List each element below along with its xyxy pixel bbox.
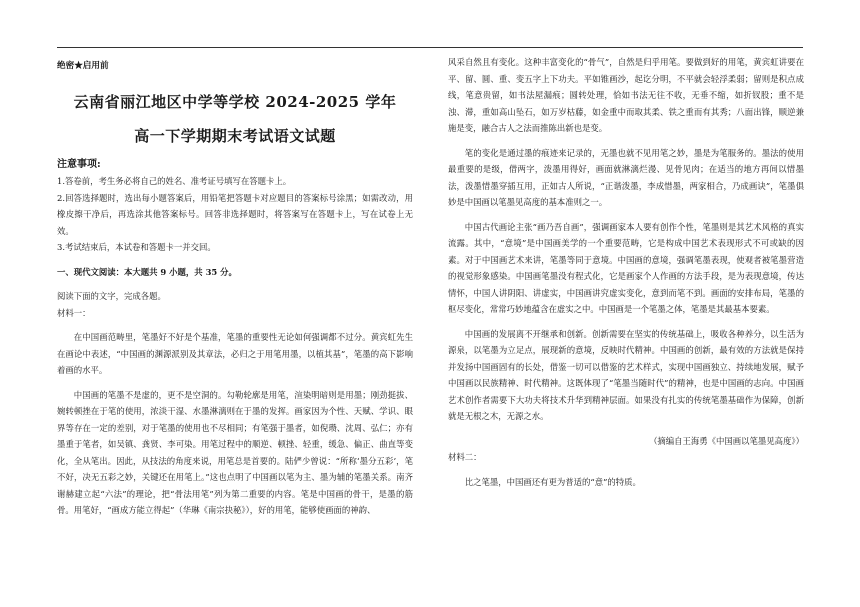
paragraph: 风采自然且有变化。这种丰富变化的“骨气”，自然是归乎用笔。要做到好的用笔，黄宾虹讲要在平、留、圆、重、变五字上下功夫。平如锥画沙，起讫分明，不平就会轻浮柔弱；留则是积点成线，笔意贵留，如书法屋漏痕；圆转处理，恰如书法无往不收，无垂不缩，如折钗股；重不是浊、滞，重如高山坠石，如万岁枯藤，如金重中而取其柔、铁之重而有其秀；八面出锋，顺逆兼施是变，融合古人之法而推陈出新也是变。 (448, 57, 804, 133)
paragraph: 笔的变化是通过墨的痕迹来记录的，无墨也就不见用笔之妙，墨是为笔服务的。墨法的使用最重要的是级，借两字，泼墨用得好，画面就淋漓烂漫、见骨见肉；在适当的地方再间以惜墨法，泼墨惜墨穿插互用，正如古人所说，“正谐泼墨，李成惜墨，两家相合，乃成画诀”，笔墨俱妙是中国画以笔墨见高度的基本准则之一。 (448, 147, 804, 207)
section-heading: 一、现代文阅读：本大题共 9 小题，共 35 分。 (57, 266, 237, 277)
material1-label: 材料一： (57, 307, 91, 318)
secret-label: 绝密★启用前 (57, 61, 109, 71)
top-rule (57, 47, 803, 48)
notice-heading: 注意事项: (57, 158, 101, 170)
paragraph: 比之笔墨，中国画还有更为普适的“意”的特质。 (464, 476, 641, 487)
exam-title-line1: 云南省丽江地区中学等学校 2024-2025 学年 (73, 92, 397, 111)
paragraph: 中国古代画论主张“画乃吾自画”，强调画家本人要有创作个性，笔墨则是其艺术风格的真实流露。其中，“意境”是中国画美学的一个重要范畴，它是构成中国艺术表现形式不可或缺的因素。对于中国画艺术来讲，笔墨等同于意境。中国画的意境，强调笔墨表现，使观者被笔墨营造的视觉形象感染。中国画笔墨没有程式化，它是画家个人作画的方法手段，是为表现意境，传达情怀，中国人讲阴阳、讲虚实，中国画讲究虚实变化，意到而笔不到。画面的安排布局，笔墨的枢尽变化，常常巧妙地蕴含在虚实之中。中国画是一个笔墨之体，笔墨是其最基本要素。 (448, 221, 804, 314)
paragraph: 在中国画范畴里，笔墨好不好是个基准，笔墨的重要性无论如何强调都不过分。黄宾虹先生在画论中表述，“中国画的渊源派别及其章法，必归之于用笔用墨，以植其基”，笔墨的高下影响着画的水平。 (57, 332, 413, 375)
left-column (57, 54, 413, 519)
source-citation: （摘编自王海勇《中国画以笔墨见高度》） (649, 435, 804, 446)
notice-item: 1.答卷前，考生务必将自己的姓名、准考证号填写在答题卡上。 (57, 176, 292, 186)
material2-label: 材料二： (448, 452, 482, 462)
paragraph: 中国画的发展离不开继承和创新。创新需要在坚实的传统基础上，吸收各种养分，以生活为源泉，以笔墨为立足点，展现新的意境，反映时代精神。中国画的创新，最有效的方法就是保持并发扬中国画固有的长处，借鉴一切可以借鉴的艺术样式，实现中国画独立、持续地发展，赋予中国画以民族精神、时代精神。这既体现了“笔墨当随时代”的精神，也是中国画的志向。中国画艺术创作者需要下大功夫将技术升华到精神层面。如果没有扎实的传统笔墨基础作为保障，创新就是无根之木，无源之水。 (448, 328, 804, 421)
exam-title-line2: 高一下学期期末考试语文试题 (134, 126, 336, 145)
paragraph: 中国画的笔墨不是虚的，更不是空洞的。勾勒轮廓是用笔，渲染明暗则是用墨；刚劲挺拔、婉转顿挫在于笔的使用，浓淡干湿、水墨淋漓则在于墨的发挥。画家因为个性、天赋、学识、眼界等存在一定的差别，对于笔墨的使用也不尽相同；有笔强于墨者，如倪瓒、沈周、弘仁；亦有墨重于笔者，如吴镇、龚贤、李可染。用笔过程中的顺逆、顿挫、轻重，缓急、偏正、曲直等变化，全从笔出。因此，从技法的角度来说，用笔总是首要的。陆俨少曾说：“所称‘墨分五彩’，笔不好，决无五彩之妙，关键还在用笔上。”这也点明了中国画以笔为主、墨为辅的笔墨关系。南齐谢赫建立起“六法”的理论，把“骨法用笔”列为第二重要的内容。笔是中国画的骨干，是墨的筋骨。用笔好，“画成方能立得起”（华琳《南宗抉秘》），好的用笔，能够使画面的神韵、 (57, 389, 413, 515)
right-column (448, 54, 804, 490)
notice-item: 3.考试结束后，本试卷和答题卡一并交回。 (57, 242, 216, 252)
notice-item: 2.回答选择题时，选出每小题答案后，用铅笔把答题卡对应题目的答案标号涂黑；如需改动，用橡皮擦干净后，再选涂其他答案标号。回答非选择题时，将答案写在答题卡上，写在试卷上无效。 (57, 192, 413, 236)
reading-instruction: 阅读下面的文字，完成各题。 (57, 291, 166, 301)
